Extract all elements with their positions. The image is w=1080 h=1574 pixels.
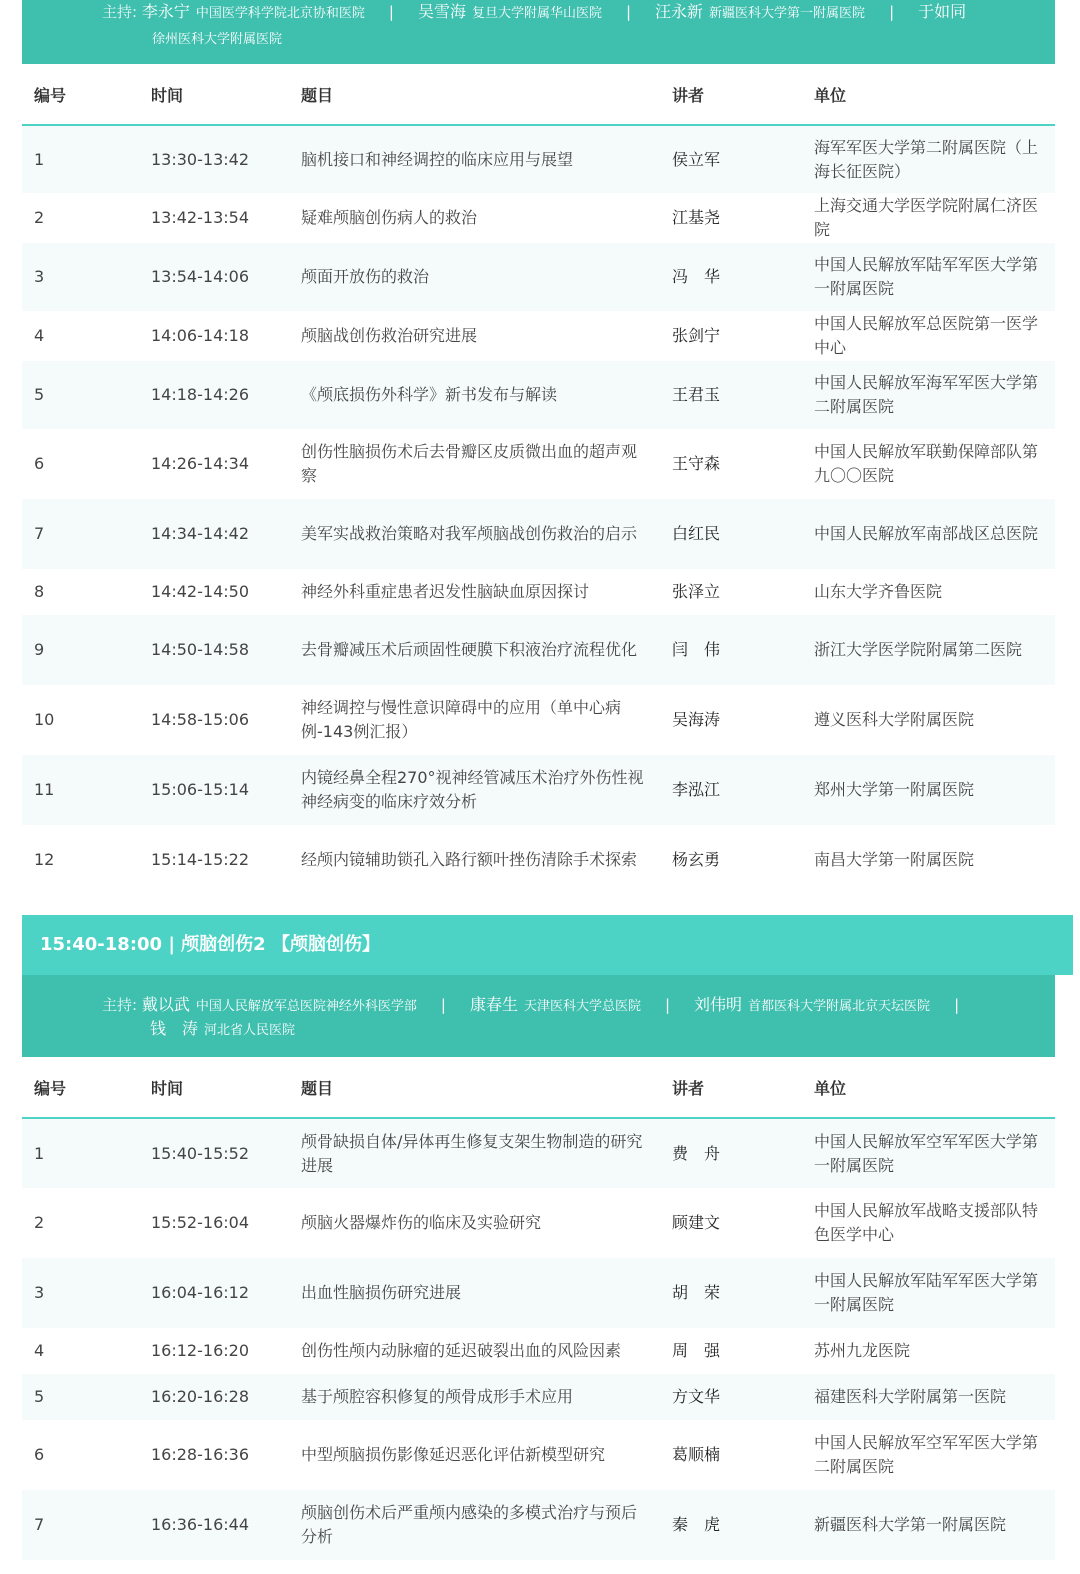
header-speaker: 讲者: [671, 1057, 813, 1118]
cell-unit: 中国人民解放军战略支援部队特色医学中心: [814, 1201, 1039, 1244]
cell-unit: 中国人民解放军空军军医大学第一附属医院: [813, 1118, 1055, 1188]
host-name: 吴雪海: [417, 2, 466, 21]
cell-title: 神经外科重症患者迟发性脑缺血原因探讨: [301, 582, 590, 601]
cell-time: 14:34-14:42: [150, 499, 300, 569]
header-title: 题目: [300, 64, 671, 125]
cell-no: 5: [22, 361, 150, 429]
table-row: [22, 755, 1055, 825]
table-row: [22, 615, 1055, 685]
host-name: 于如同: [918, 2, 967, 21]
session2-title: 15:40-18:00 | 颅脑创伤2 【颅脑创伤】: [40, 934, 380, 955]
cell-unit: 郑州大学第一附属医院: [813, 755, 1055, 825]
cell-no: 2: [34, 208, 45, 227]
host-org: 首都医科大学附属北京天坛医院: [748, 999, 931, 1014]
cell-time: 16:36-16:44: [150, 1490, 300, 1560]
host-org: 河北省人民医院: [204, 1023, 296, 1038]
session2-rows: [22, 1118, 1055, 1560]
cell-speaker: 费 舟: [671, 1118, 813, 1188]
cell-title: 《颅底损伤外科学》新书发布与解读: [300, 361, 671, 429]
table-row: [22, 499, 1055, 569]
separator: |: [388, 3, 394, 21]
cell-time: 14:42-14:50: [151, 582, 249, 601]
cell-no: 1: [22, 125, 150, 193]
table-header-row: [22, 64, 1055, 125]
host-name: 刘伟明: [694, 995, 743, 1014]
header-no: 编号: [22, 64, 150, 125]
cell-title: 颅面开放伤的救治: [300, 243, 671, 311]
cell-speaker: 方文华: [671, 1374, 813, 1420]
host-org: 中国医学科学院北京协和医院: [195, 6, 365, 21]
table-row: [22, 429, 1055, 499]
cell-unit: 福建医科大学附属第一医院: [813, 1374, 1055, 1420]
table-row: [22, 361, 1055, 429]
cell-speaker: 王守森: [672, 454, 721, 473]
cell-title: 颅骨缺损自体/异体再生修复支架生物制造的研究进展: [300, 1118, 671, 1188]
cell-title: 颅脑创伤术后严重颅内感染的多模式治疗与预后分析: [300, 1490, 671, 1560]
host-name: 汪永新: [655, 2, 704, 21]
cell-title: 脑机接口和神经调控的临床应用与展望: [300, 125, 671, 193]
cell-unit: 南昌大学第一附属医院: [814, 850, 975, 869]
header-title: 题目: [300, 1057, 671, 1118]
cell-no: 7: [22, 499, 150, 569]
cell-title: 美军实战救治策略对我军颅脑战创伤救治的启示: [300, 499, 671, 569]
cell-title: 颅脑战创伤救治研究进展: [301, 326, 478, 345]
session1-rows: [22, 125, 1055, 895]
cell-time: 13:30-13:42: [150, 125, 300, 193]
cell-speaker: 江基尧: [672, 208, 721, 227]
cell-speaker: 吴海涛: [672, 710, 721, 729]
cell-title: 颅脑火器爆炸伤的临床及实验研究: [301, 1213, 542, 1232]
cell-time: 14:18-14:26: [150, 361, 300, 429]
host-org: 中国人民解放军总医院神经外科医学部: [195, 999, 417, 1014]
cell-speaker: 顾建文: [672, 1213, 721, 1232]
cell-no: 6: [34, 1445, 45, 1464]
table-row: [22, 569, 1055, 615]
cell-title: 疑难颅脑创伤病人的救治: [301, 208, 478, 227]
cell-no: 2: [34, 1213, 45, 1232]
cell-unit: 中国人民解放军联勤保障部队第九〇〇医院: [814, 442, 1039, 485]
cell-unit: 中国人民解放军空军军医大学第二附属医院: [814, 1433, 1039, 1476]
cell-unit: 遵义医科大学附属医院: [814, 710, 975, 729]
session2-schedule-table: [22, 1057, 1055, 1560]
table-row: [22, 125, 1055, 193]
separator: |: [440, 996, 446, 1014]
cell-title: 中型颅脑损伤影像延迟恶化评估新模型研究: [301, 1445, 606, 1464]
session1-schedule-table: [22, 64, 1055, 895]
cell-speaker: 冯 华: [671, 243, 813, 311]
session1-table-wrap: [22, 64, 1055, 895]
cell-speaker: 杨玄勇: [672, 850, 721, 869]
cell-unit: 中国人民解放军南部战区总医院: [813, 499, 1055, 569]
cell-speaker: 周 强: [672, 1341, 721, 1360]
separator: |: [954, 996, 960, 1014]
cell-no: 5: [22, 1374, 150, 1420]
table-row: [22, 1118, 1055, 1188]
cell-time: 16:12-16:20: [151, 1341, 249, 1360]
session2-table-wrap: [22, 1057, 1055, 1560]
cell-no: 4: [34, 1341, 45, 1360]
cell-no: 4: [34, 326, 45, 345]
separator: |: [889, 3, 895, 21]
table-row: [22, 1258, 1055, 1328]
cell-speaker: 秦 虎: [671, 1490, 813, 1560]
header-time: 时间: [150, 1057, 300, 1118]
header-no: 编号: [22, 1057, 150, 1118]
host-org: 徐州医科大学附属医院: [152, 32, 283, 47]
cell-no: 9: [22, 615, 150, 685]
table-row: [22, 1328, 1055, 1374]
cell-time: 15:06-15:14: [150, 755, 300, 825]
cell-time: 16:04-16:12: [150, 1258, 300, 1328]
table-row: [22, 1490, 1055, 1560]
host-name: 戴以武: [141, 995, 190, 1014]
cell-no: 7: [22, 1490, 150, 1560]
cell-unit: 上海交通大学医学院附属仁济医院: [814, 196, 1039, 239]
cell-unit: 中国人民解放军陆军军医大学第一附属医院: [813, 243, 1055, 311]
cell-title: 出血性脑损伤研究进展: [300, 1258, 671, 1328]
host-label: 主持:: [102, 3, 138, 21]
cell-unit: 中国人民解放军总医院第一医学中心: [814, 314, 1039, 357]
cell-no: 1: [22, 1118, 150, 1188]
cell-title: 内镜经鼻全程270°视神经管减压术治疗外伤性视神经病变的临床疗效分析: [300, 755, 671, 825]
host-name: 钱 涛: [150, 1019, 199, 1038]
cell-time: 14:06-14:18: [151, 326, 249, 345]
table-row: [22, 1374, 1055, 1420]
cell-time: 14:26-14:34: [151, 454, 249, 473]
cell-unit: 苏州九龙医院: [814, 1341, 911, 1360]
cell-unit: 中国人民解放军海军军医大学第二附属医院: [813, 361, 1055, 429]
cell-title: 基于颅腔容积修复的颅骨成形手术应用: [300, 1374, 671, 1420]
table-row: [22, 1420, 1055, 1490]
cell-speaker: 李泓江: [671, 755, 813, 825]
cell-speaker: 张剑宁: [672, 326, 721, 345]
cell-time: 14:50-14:58: [150, 615, 300, 685]
cell-no: 3: [22, 1258, 150, 1328]
cell-unit: 浙江大学医学院附属第二医院: [813, 615, 1055, 685]
cell-time: 14:58-15:06: [151, 710, 249, 729]
header-unit: 单位: [813, 64, 1055, 125]
host-name: 康春生: [469, 995, 518, 1014]
table-row: [22, 193, 1055, 243]
cell-title: 创伤性脑损伤术后去骨瓣区皮质微出血的超声观察: [301, 442, 638, 485]
cell-title: 神经调控与慢性意识障碍中的应用（单中心病例-143例汇报）: [301, 698, 622, 741]
cell-time: 13:54-14:06: [150, 243, 300, 311]
host-org: 新疆医科大学第一附属医院: [709, 6, 866, 21]
table-header-row: [22, 1057, 1055, 1118]
table-row: [22, 311, 1055, 361]
cell-no: 12: [34, 850, 55, 869]
cell-unit: 山东大学齐鲁医院: [814, 582, 943, 601]
cell-no: 6: [34, 454, 45, 473]
table-row: [22, 685, 1055, 755]
cell-speaker: 白红民: [671, 499, 813, 569]
separator: |: [664, 996, 671, 1014]
cell-time: 13:42-13:54: [151, 208, 249, 227]
cell-unit: 新疆医科大学第一附属医院: [813, 1490, 1055, 1560]
cell-title: 经颅内镜辅助锁孔入路行额叶挫伤清除手术探索: [301, 850, 638, 869]
cell-speaker: 王君玉: [671, 361, 813, 429]
cell-speaker: 闫 伟: [671, 615, 813, 685]
cell-time: 15:52-16:04: [151, 1213, 249, 1232]
table-row: [22, 243, 1055, 311]
separator: |: [625, 3, 632, 21]
cell-unit: 海军军医大学第二附属医院（上海长征医院）: [813, 125, 1055, 193]
session1-host-bar: [22, 0, 1055, 64]
host-label: 主持:: [102, 996, 138, 1014]
cell-no: 3: [22, 243, 150, 311]
session2-title-bar: [22, 915, 1073, 975]
cell-time: 16:28-16:36: [151, 1445, 249, 1464]
cell-no: 11: [22, 755, 150, 825]
header-time: 时间: [150, 64, 300, 125]
cell-speaker: 张泽立: [672, 582, 721, 601]
cell-time: 15:14-15:22: [151, 850, 249, 869]
cell-speaker: 胡 荣: [671, 1258, 813, 1328]
host-name: 李永宁: [141, 2, 190, 21]
cell-title: 创伤性颅内动脉瘤的延迟破裂出血的风险因素: [301, 1341, 622, 1360]
cell-speaker: 侯立军: [671, 125, 813, 193]
cell-title: 去骨瓣减压术后顽固性硬膜下积液治疗流程优化: [300, 615, 671, 685]
cell-time: 16:20-16:28: [150, 1374, 300, 1420]
table-row: [22, 1188, 1055, 1258]
host-org: 天津医科大学总医院: [523, 999, 641, 1014]
cell-no: 8: [34, 582, 45, 601]
host-org: 复旦大学附属华山医院: [471, 6, 602, 21]
table-row: [22, 825, 1055, 895]
cell-speaker: 葛顺楠: [672, 1445, 721, 1464]
header-speaker: 讲者: [671, 64, 813, 125]
session2-host-bar: [22, 975, 1055, 1057]
cell-no: 10: [34, 710, 55, 729]
cell-time: 15:40-15:52: [150, 1118, 300, 1188]
header-unit: 单位: [813, 1057, 1055, 1118]
cell-unit: 中国人民解放军陆军军医大学第一附属医院: [813, 1258, 1055, 1328]
